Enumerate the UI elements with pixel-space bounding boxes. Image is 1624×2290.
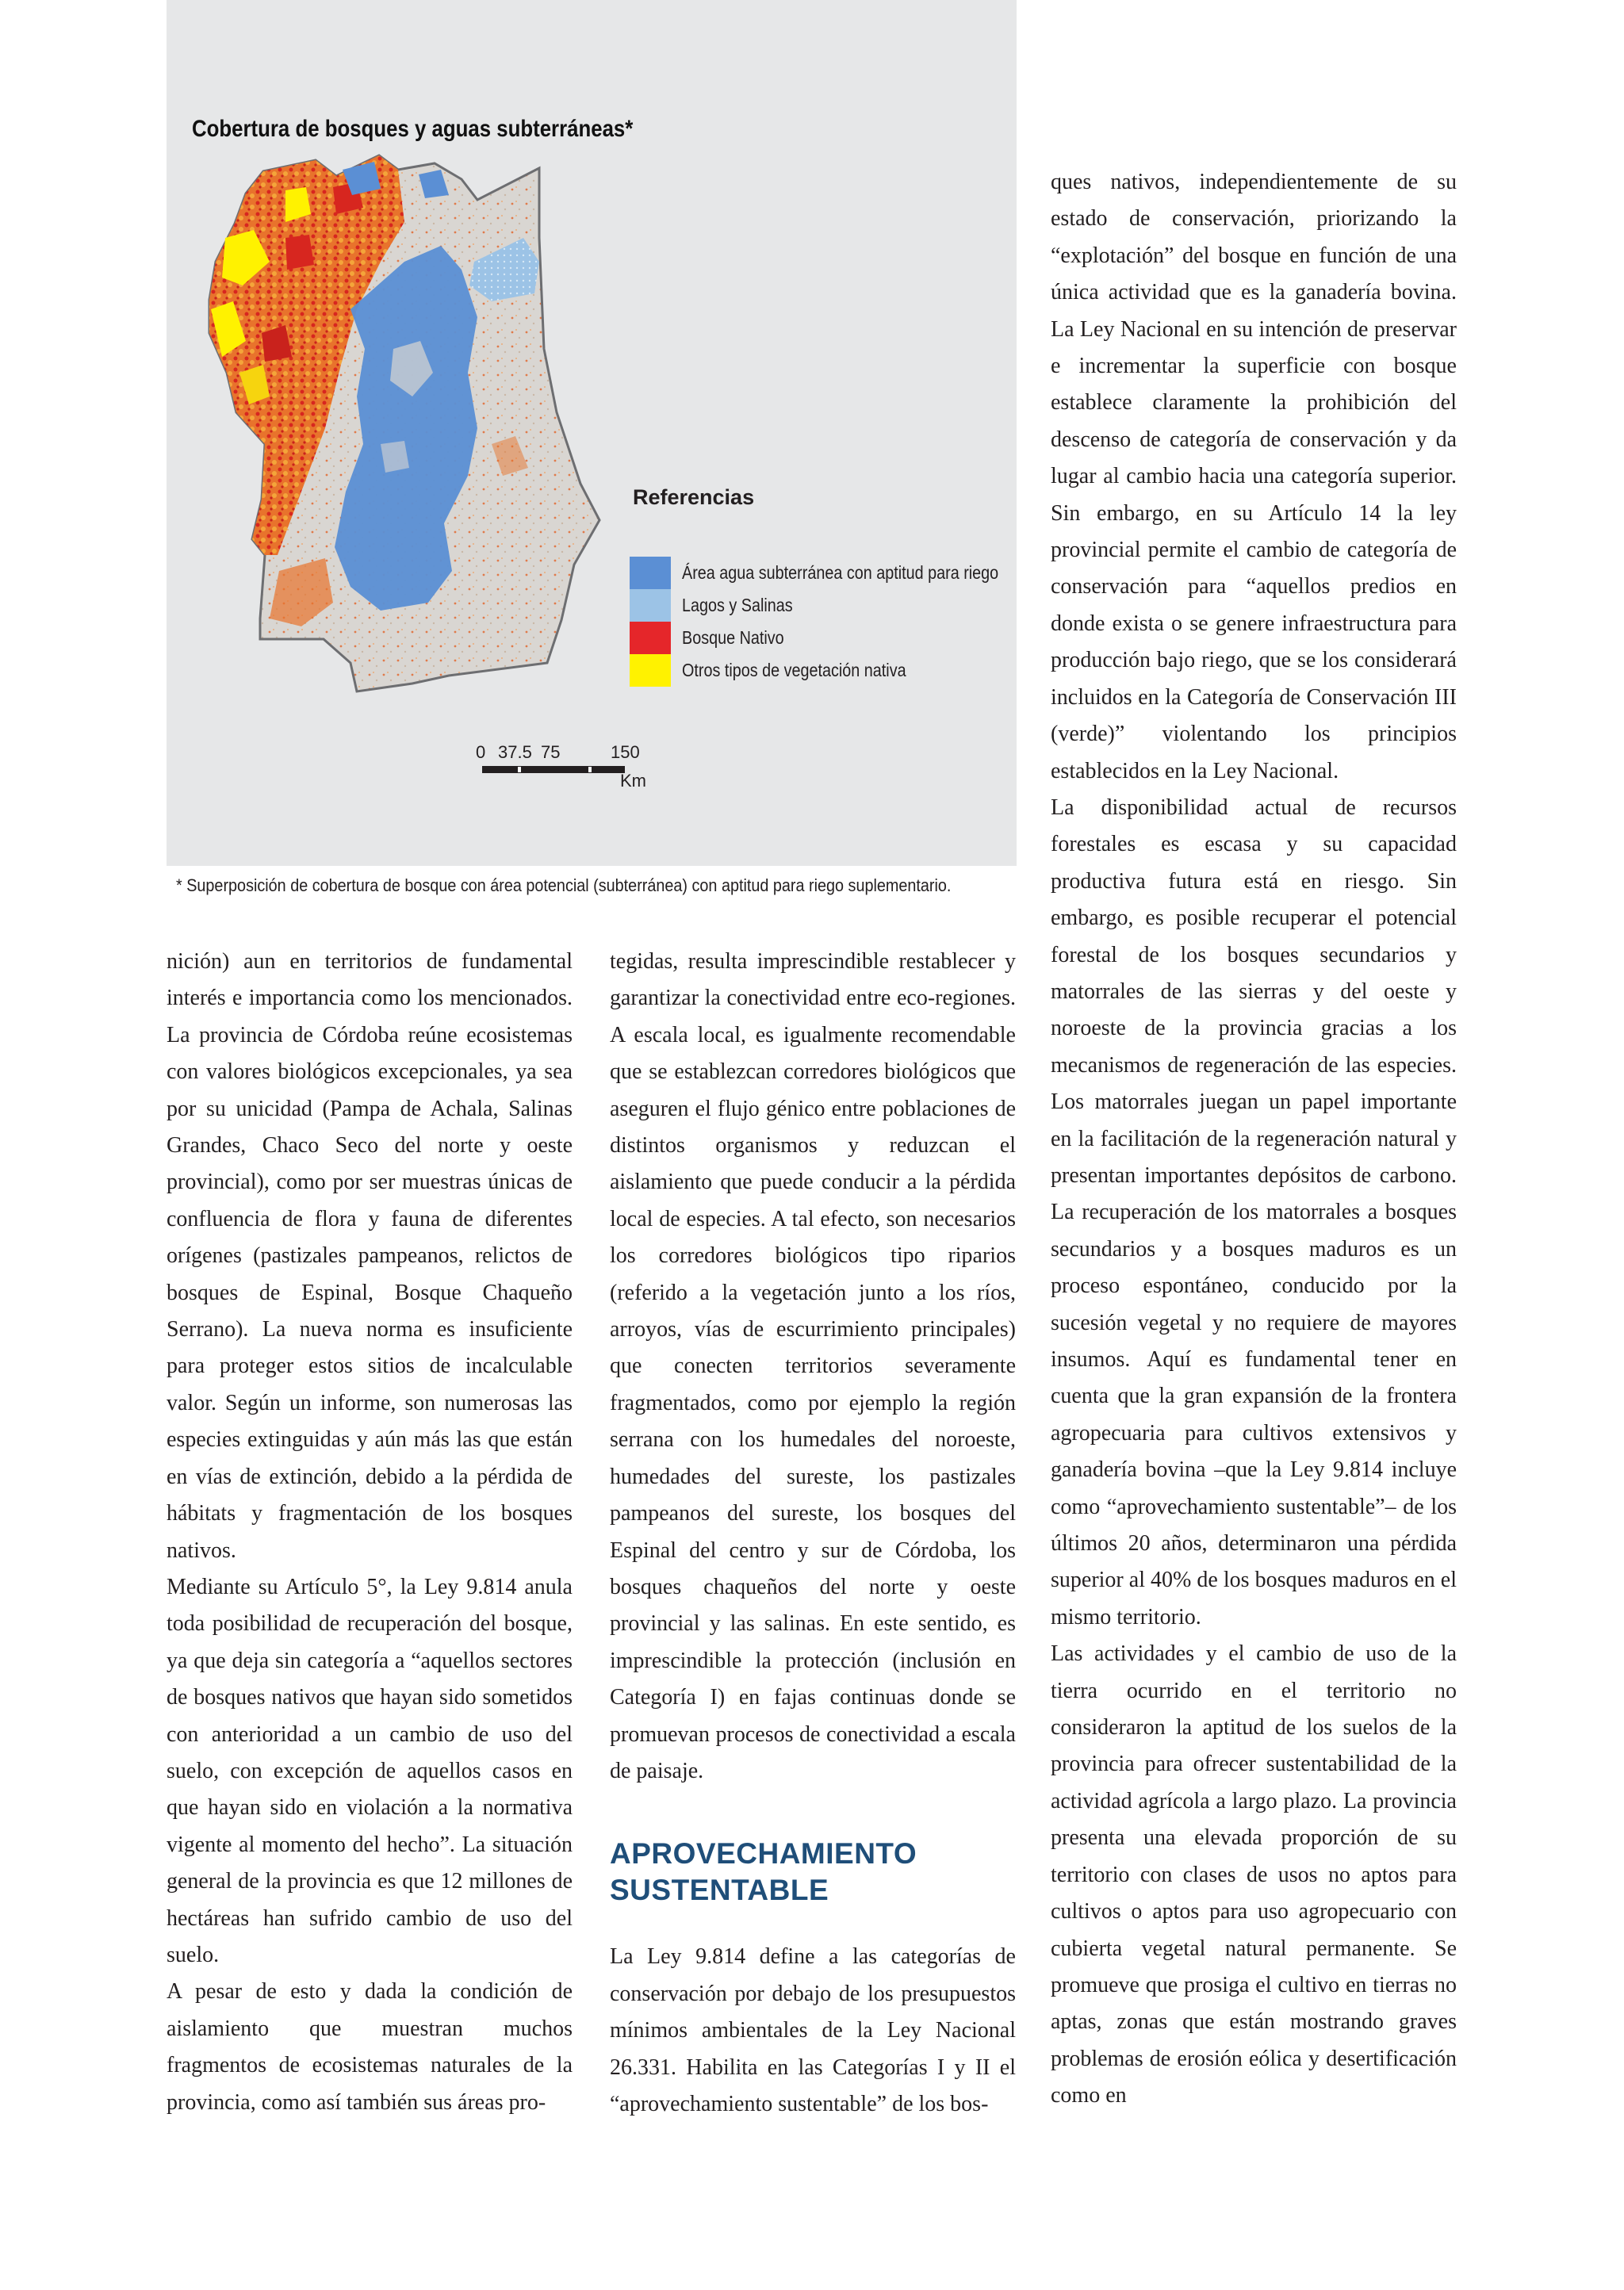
section-heading: APROVECHAMIENTO SUSTENTABLE xyxy=(610,1837,917,1907)
scale-tick: 75 xyxy=(541,742,561,762)
map-title: Cobertura de bosques y aguas subterráneas* xyxy=(192,116,634,142)
paragraph: nición) aun en territorios de fundamental interés e importancia como los mencionados. La provincia de Córdoba reúne ecosistemas con valores biológicos excepcionales, ya sea por su unicidad (Pampa de Achala, Salinas Grandes, Chaco Seco del norte y oeste provincial), como por ser muestras únicas de confluencia de flora y fauna de diferentes orígenes (pastizales pampeanos, relictos de bosques de Espinal, Bosque Chaqueño Serrano). La nueva norma es insuficiente para proteger estos sitios de incalculable valor. Según un informe, son numerosas las especies extinguidas y aún más las que están en vías de extinción, debido a la pérdida de hábitats y fragmentación de los bosques nativos. xyxy=(167,949,573,1563)
figure-caption: * Superposición de cobertura de bosque con área potencial (subterránea) con aptitud para riego suplementario. xyxy=(176,875,952,895)
legend-swatch-native-forest xyxy=(630,622,671,654)
text-column-middle xyxy=(610,944,1016,2123)
legend-swatch-lakes xyxy=(630,589,671,622)
legend-label: Lagos y Salinas xyxy=(682,595,793,615)
paragraph: tegidas, resulta imprescindible restablecer y garantizar la conectividad entre eco-regiones. A escala local, es igualmente recomendable que se establezcan corredores biológicos que aseguren el flujo génico entre poblaciones de distintos organismos y reduzcan el aislamiento que puede conducir a la pérdida local de especies. A tal efecto, son necesarios los corredores biológicos tipo riparios (referido a la vegetación junto a los ríos, arroyos, vías de escurrimiento principales) que conecten territorios severamente fragmentados, como por ejemplo la región serrana con los humedales del noroeste, humedades del sureste, los pastizales pampeanos del sureste, los bosques del Espinal del centro y sur de Córdoba, los bosques chaqueños del norte y oeste provincial y las salinas. En este sentido, es imprescindible la protección (inclusión en Categoría I) en fajas continuas donde se promuevan procesos de conectividad a escala de paisaje. xyxy=(610,949,1016,1783)
paragraph: ques nativos, independientemente de su estado de conservación, priorizando la “explotación” del bosque en función de una única actividad que es la ganadería bovina. La Ley Nacional en su intención de preservar e incrementar la superficie con bosque establece claramente la prohibición del descenso de categoría de conservación y da lugar al cambio hacia una categoría superior. Sin embargo, en su Artículo 14 la ley provincial permite el cambio de categoría de conservación para “aquellos predios en donde exista o se genere infraestructura para producción bajo riego, que se los considerará incluidos en la Categoría de Conservación III (verde)” violentando los principios establecidos en la Ley Nacional. xyxy=(1051,170,1457,783)
paragraph: A pesar de esto y dada la condición de aislamiento que muestran muchos fragmentos de ecosistemas naturales de la provincia, como así también sus áreas pro- xyxy=(167,1979,573,2115)
scale-tick: 37.5 xyxy=(498,742,532,762)
paragraph: Las actividades y el cambio de uso de la tierra ocurrido en el territorio no consideraron la aptitud de los suelos de la provincia para ofrecer sustentabilidad de la actividad agrícola a largo plazo. La provincia presenta una elevada proporción de su territorio con clases de usos no aptos para cultivos o aptos para uso agropecuario con cubierta vegetal natural permanente. Se promueve que prosiga el cultivo en tierras no aptas, zonas que están mostrando graves problemas de erosión eólica y desertificación como en xyxy=(1051,1641,1457,2108)
paragraph: La Ley 9.814 define a las categorías de conservación por debajo de los presupuestos mínimos ambientales de la Ley Nacional 26.331. Habilita en las Categorías I y II el “aprovechamiento sustentable” de los bos- xyxy=(610,1944,1016,2116)
text-column-right xyxy=(1051,164,1457,2115)
legend-label: Otros tipos de vegetación nativa xyxy=(682,660,906,680)
legend-item-native-forest xyxy=(630,622,1050,654)
scale-bar-line xyxy=(482,766,625,773)
legend-label: Área agua subterránea con aptitud para riego xyxy=(682,562,999,583)
scale-unit: Km xyxy=(620,771,646,791)
map-legend xyxy=(630,557,1050,687)
legend-item-groundwater xyxy=(630,557,1050,589)
legend-title: Referencias xyxy=(633,485,755,509)
legend-swatch-groundwater xyxy=(630,557,671,589)
legend-swatch-other-vegetation xyxy=(630,654,671,687)
scale-tick: 0 xyxy=(476,742,486,762)
scale-bar xyxy=(476,742,658,798)
legend-label: Bosque Nativo xyxy=(682,627,784,648)
legend-item-other-vegetation xyxy=(630,654,1050,687)
map-figure xyxy=(167,0,1017,866)
paragraph: Mediante su Artículo 5°, la Ley 9.814 anula toda posibilidad de recuperación del bosque, ya que deja sin categoría a “aquellos sectores de bosques nativos que hayan sido sometidos con anterioridad a un cambio de uso del suelo, con excepción de aquellos casos en que hayan sido en violación a la normativa vigente al momento del hecho”. La situación general de la provincia es que 12 millones de hectáreas han sufrido cambio de uso del suelo. xyxy=(167,1574,573,1967)
legend-item-lakes xyxy=(630,589,1050,622)
scale-tick: 150 xyxy=(611,742,640,762)
paragraph: La disponibilidad actual de recursos forestales es escasa y su capacidad productiva futura está en riesgo. Sin embargo, es posible recuperar el potencial forestal de los bosques secundarios y matorrales de las sierras y del oeste y noroeste de la provincia gracias a los mecanismos de regeneración de las especies. Los matorrales juegan un papel importante en la facilitación de la regeneración natural y presentan importantes depósitos de carbono. La recuperación de los matorrales a bosques secundarios y a bosques maduros es un proceso espontáneo, conducido por la sucesión vegetal y no requiere de mayores insumos. Aquí es fundamental tener en cuenta que la gran expansión de la frontera agropecuaria para cultivos extensivos y ganadería bovina –que la Ley 9.814 incluye como “aprovechamiento sustentable”– de los últimos 20 años, determinaron una pérdida superior al 40% de los bosques maduros en el mismo territorio. xyxy=(1051,795,1457,1629)
text-column-left xyxy=(167,944,573,2121)
